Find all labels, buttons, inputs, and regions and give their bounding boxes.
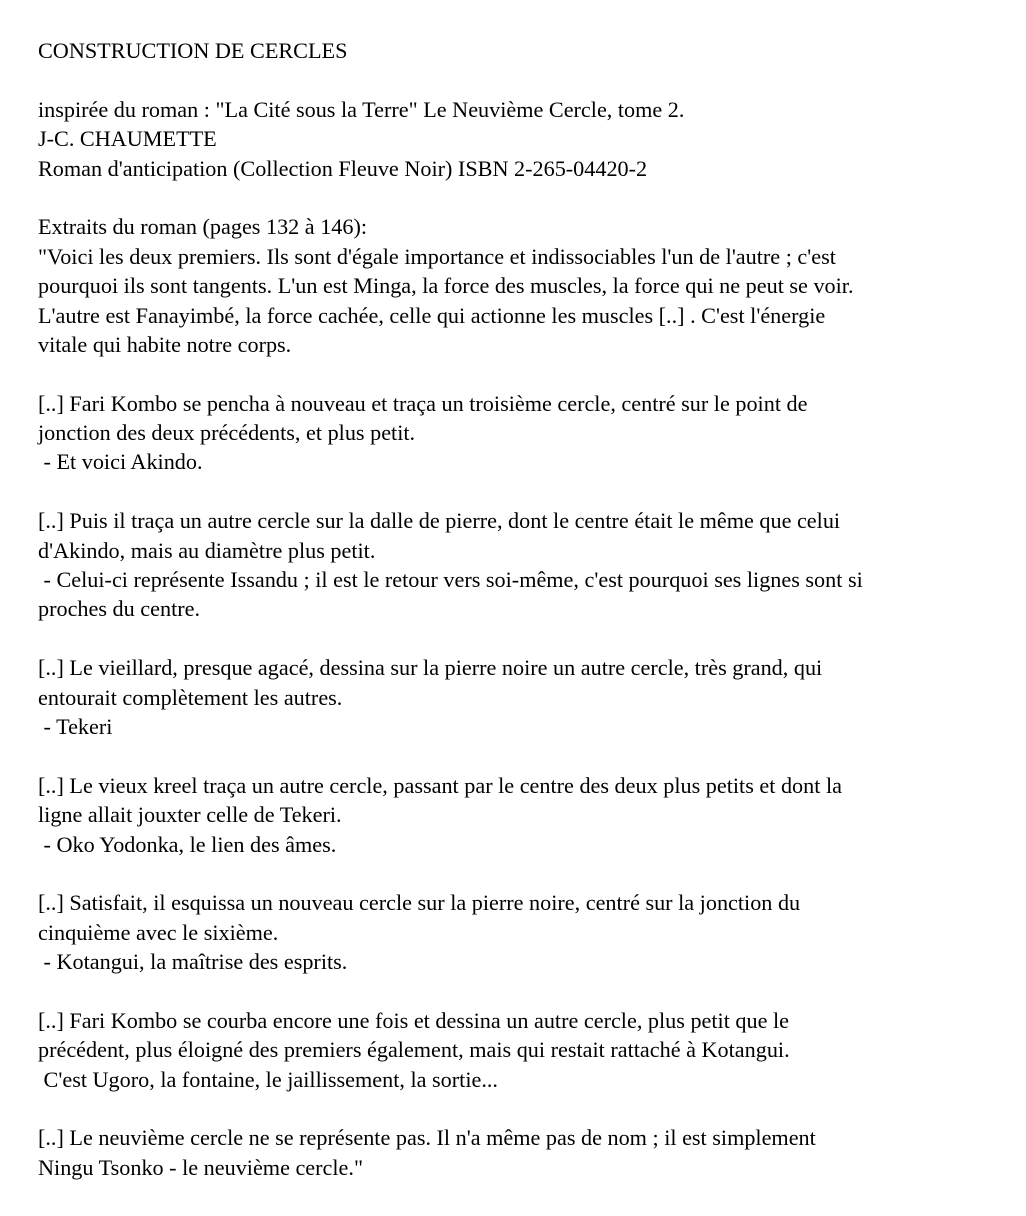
paragraph-line: [..] Fari Kombo se pencha à nouveau et traça un troisième cercle, centré sur le point de: [38, 390, 808, 416]
spacer: [38, 477, 1013, 506]
paragraph-line: Ningu Tsonko - le neuvième cercle.": [38, 1154, 364, 1180]
paragraph-line: - Et voici Akindo.: [38, 449, 203, 475]
excerpt-paragraph: [38, 771, 1013, 859]
spacer: [38, 359, 1013, 388]
paragraph-line: précédent, plus éloigné des premiers également, mais qui restait rattaché à Kotangui.: [38, 1037, 790, 1063]
spacer: [38, 977, 1013, 1006]
excerpt-paragraph: [38, 506, 1013, 624]
paragraph-line: entourait complètement les autres.: [38, 684, 343, 710]
paragraph-line: cinquième avec le sixième.: [38, 919, 279, 945]
paragraph-line: - Celui-ci représente Issandu ; il est le retour vers soi-même, c'est pourquoi ses lignes sont si: [38, 567, 863, 593]
paragraph-line: [..] Puis il traça un autre cercle sur la dalle de pierre, dont le centre était le même que celui: [38, 508, 841, 534]
paragraph-line: [..] Satisfait, il esquissa un nouveau cercle sur la pierre noire, centré sur la jonction du: [38, 890, 801, 916]
excerpts-heading: Extraits du roman (pages 132 à 146):: [38, 214, 368, 240]
paragraph-line: vitale qui habite notre corps.: [38, 331, 292, 357]
paragraph-line: C'est Ugoro, la fontaine, le jaillissement, la sortie...: [38, 1066, 498, 1092]
paragraph-line: proches du centre.: [38, 596, 201, 622]
paragraph-line: jonction des deux précédents, et plus petit.: [38, 420, 416, 446]
paragraph-line: pourquoi ils sont tangents. L'un est Minga, la force des muscles, la force qui ne peut se voir.: [38, 273, 854, 299]
spacer: [38, 65, 1013, 94]
document-title: CONSTRUCTION DE CERCLES: [38, 38, 348, 63]
paragraph-line: [..] Le vieux kreel traça un autre cercle, passant par le centre des deux plus petits et dont la: [38, 772, 842, 798]
spacer: [38, 183, 1013, 212]
paragraph-line: [..] Le neuvième cercle ne se représente pas. Il n'a même pas de nom ; il est simplement: [38, 1125, 816, 1151]
document: [38, 36, 1013, 1182]
paragraph-line: - Kotangui, la maîtrise des esprits.: [38, 949, 348, 975]
source-header: [38, 95, 1013, 183]
spacer: [38, 1094, 1013, 1123]
spacer: [38, 741, 1013, 770]
source-line: inspirée du roman : "La Cité sous la Terre" Le Neuvième Cercle, tome 2.: [38, 96, 685, 122]
spacer: [38, 624, 1013, 653]
paragraph-line: ligne allait jouxter celle de Tekeri.: [38, 802, 342, 828]
excerpt-paragraph: [38, 242, 1013, 360]
excerpt-paragraph: [38, 1006, 1013, 1094]
paragraph-line: [..] Le vieillard, presque agacé, dessina sur la pierre noire un autre cercle, très grand, qui: [38, 655, 823, 681]
paragraph-line: - Oko Yodonka, le lien des âmes.: [38, 831, 337, 857]
excerpt-paragraph: [38, 389, 1013, 477]
paragraph-line: [..] Fari Kombo se courba encore une fois et dessina un autre cercle, plus petit que le: [38, 1007, 790, 1033]
paragraph-line: - Tekeri: [38, 713, 113, 739]
spacer: [38, 859, 1013, 888]
paragraph-line: "Voici les deux premiers. Ils sont d'égale importance et indissociables l'un de l'autre ; c'est: [38, 243, 836, 269]
paragraph-line: d'Akindo, mais au diamètre plus petit.: [38, 537, 376, 563]
excerpt-paragraph: [38, 1123, 1013, 1182]
excerpt-paragraph: [38, 888, 1013, 976]
paragraph-line: L'autre est Fanayimbé, la force cachée, celle qui actionne les muscles [..] . C'est l'énergie: [38, 302, 826, 328]
publication-line: Roman d'anticipation (Collection Fleuve Noir) ISBN 2-265-04420-2: [38, 155, 648, 181]
author-line: J-C. CHAUMETTE: [38, 126, 217, 152]
excerpt-paragraph: [38, 653, 1013, 741]
